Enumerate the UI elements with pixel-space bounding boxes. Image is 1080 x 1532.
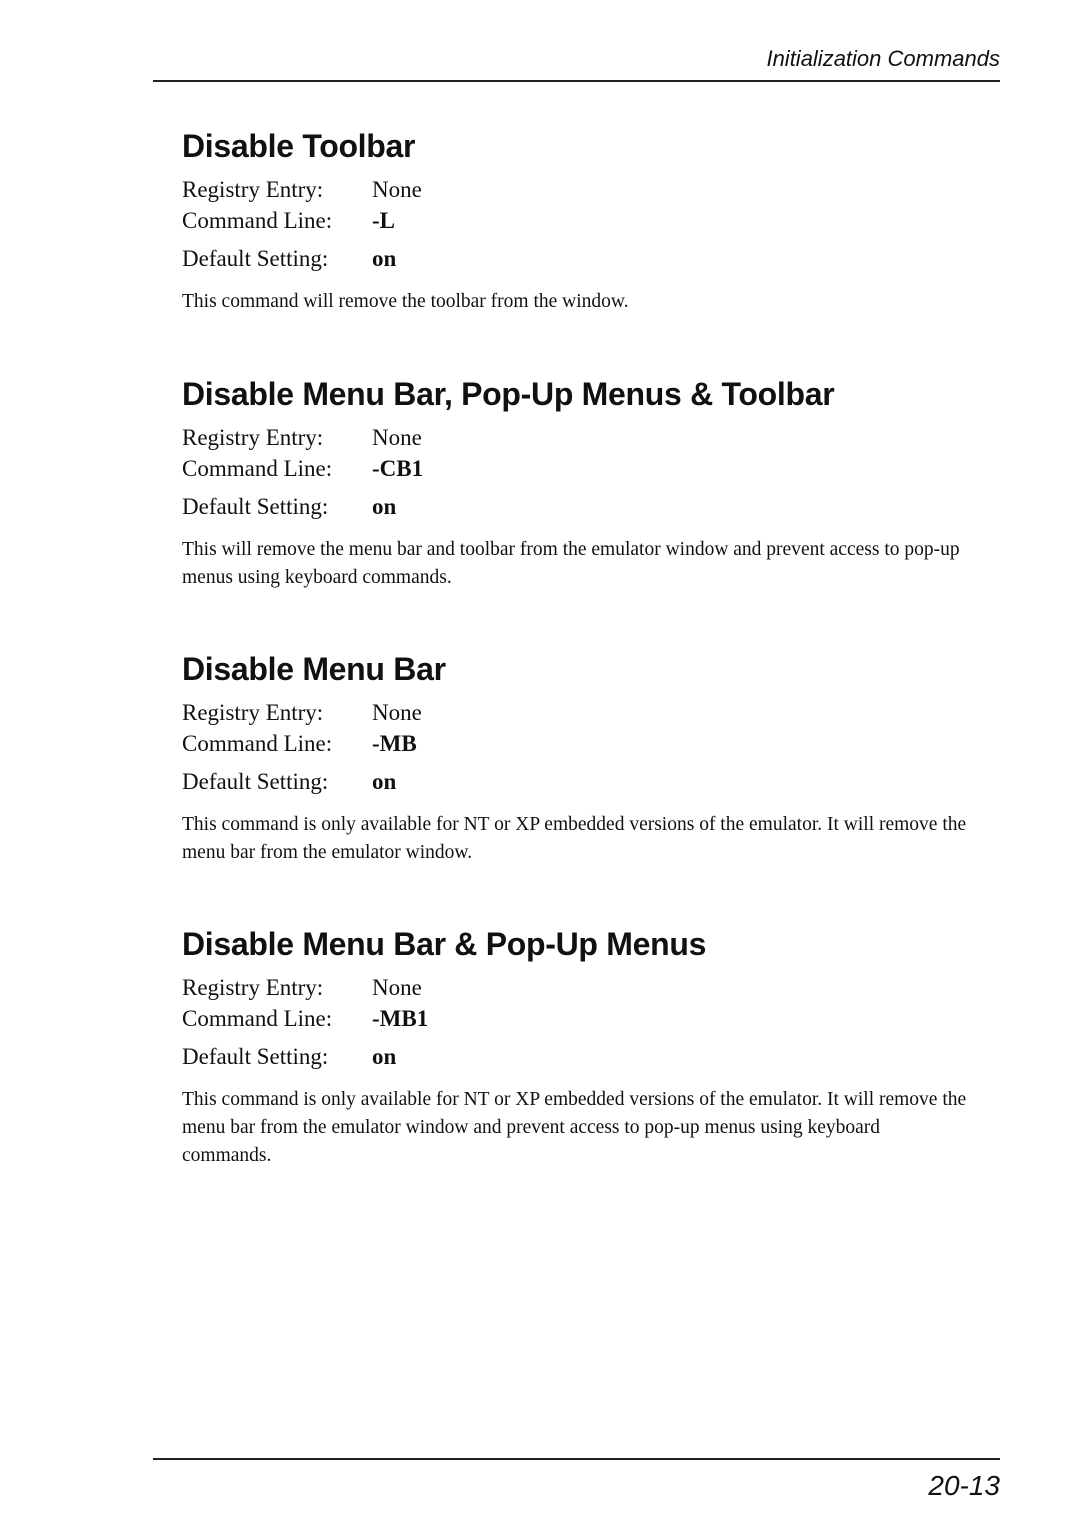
section-disable-toolbar xyxy=(182,126,972,316)
footer-rule xyxy=(153,1458,1000,1460)
section-title: Disable Menu Bar & Pop-Up Menus xyxy=(182,926,707,962)
command-line-value: -MB xyxy=(372,731,417,756)
section-description: This command will remove the toolbar from the window. xyxy=(182,291,629,312)
command-line-label: Command Line: xyxy=(182,1006,333,1031)
section-title: Disable Menu Bar, Pop-Up Menus & Toolbar xyxy=(182,376,835,412)
section-title: Disable Toolbar xyxy=(182,128,416,164)
section-disable-menu-bar-popup-toolbar xyxy=(182,374,972,592)
registry-entry-value: None xyxy=(372,700,422,725)
settings-list xyxy=(182,972,972,1072)
section-description: This command is only available for NT or XP embedded versions of the emulator. It will remove the menu bar from the emulator window. xyxy=(182,814,967,863)
default-setting-row xyxy=(182,243,972,274)
default-setting-row xyxy=(182,1041,972,1072)
default-setting-label: Default Setting: xyxy=(182,494,329,519)
registry-entry-row xyxy=(182,972,972,1003)
default-setting-row xyxy=(182,491,972,522)
command-line-row xyxy=(182,728,972,759)
registry-entry-label: Registry Entry: xyxy=(182,700,324,725)
default-setting-label: Default Setting: xyxy=(182,246,329,271)
header-rule xyxy=(153,80,1000,82)
registry-entry-row xyxy=(182,422,972,453)
command-line-value: -CB1 xyxy=(372,456,424,481)
chapter-title: Initialization Commands xyxy=(766,46,1000,71)
section-title: Disable Menu Bar xyxy=(182,651,446,687)
default-setting-value: on xyxy=(372,1044,397,1069)
section-description: This will remove the menu bar and toolbar from the emulator window and prevent access to pop-up menus using keyboard commands. xyxy=(182,539,960,588)
command-line-row xyxy=(182,205,972,236)
registry-entry-value: None xyxy=(372,425,422,450)
command-line-label: Command Line: xyxy=(182,456,333,481)
default-setting-value: on xyxy=(372,246,397,271)
settings-list xyxy=(182,422,972,522)
default-setting-row xyxy=(182,766,972,797)
registry-entry-label: Registry Entry: xyxy=(182,425,324,450)
page-number: 20-13 xyxy=(928,1470,1000,1501)
registry-entry-label: Registry Entry: xyxy=(182,975,324,1000)
command-line-label: Command Line: xyxy=(182,731,333,756)
section-disable-menu-bar xyxy=(182,649,972,867)
registry-entry-value: None xyxy=(372,975,422,1000)
command-line-row xyxy=(182,453,972,484)
settings-list xyxy=(182,174,972,274)
command-line-value: -L xyxy=(372,208,395,233)
registry-entry-label: Registry Entry: xyxy=(182,177,324,202)
default-setting-label: Default Setting: xyxy=(182,1044,329,1069)
command-line-label: Command Line: xyxy=(182,208,333,233)
default-setting-value: on xyxy=(372,769,397,794)
section-description: This command is only available for NT or XP embedded versions of the emulator. It will remove the menu bar from the emulator window and prevent access to pop-up menus using keyboard commands. xyxy=(182,1089,967,1166)
command-line-row xyxy=(182,1003,972,1034)
registry-entry-row xyxy=(182,697,972,728)
default-setting-value: on xyxy=(372,494,397,519)
registry-entry-row xyxy=(182,174,972,205)
command-line-value: -MB1 xyxy=(372,1006,429,1031)
default-setting-label: Default Setting: xyxy=(182,769,329,794)
settings-list xyxy=(182,697,972,797)
section-disable-menu-bar-popup xyxy=(182,924,972,1170)
registry-entry-value: None xyxy=(372,177,422,202)
